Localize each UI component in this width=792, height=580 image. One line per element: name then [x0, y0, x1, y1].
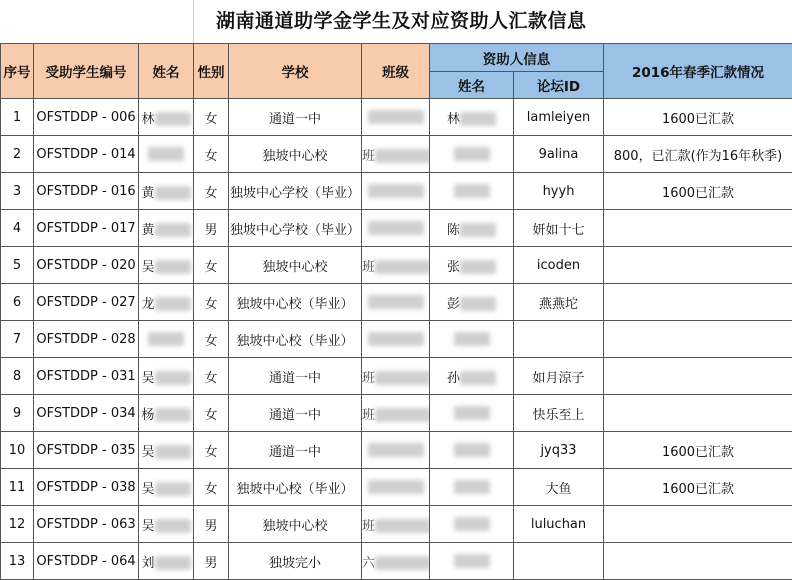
cell-forum-id[interactable]: [514, 506, 604, 543]
redacted-block: [375, 371, 429, 385]
cell-sponsor-name-text: 陈: [446, 222, 460, 238]
cell-seq[interactable]: [1, 543, 34, 580]
cell-student-id[interactable]: [34, 321, 139, 358]
cell-gender-text: 女: [204, 111, 218, 127]
cell-remit[interactable]: [604, 469, 792, 506]
table-row: [1, 469, 792, 506]
cell-student-id[interactable]: [34, 358, 139, 395]
cell-school[interactable]: [229, 210, 362, 247]
cell-class-text: 班: [362, 518, 376, 534]
cell-forum-id[interactable]: [514, 395, 604, 432]
table-row: [1, 543, 792, 580]
cell-forum-id[interactable]: [514, 99, 604, 136]
cell-gender-text: 女: [204, 481, 218, 497]
cell-seq-text: 6: [12, 294, 22, 310]
cell-name[interactable]: [139, 247, 194, 284]
cell-gender-text: 男: [204, 222, 218, 238]
cell-student-id[interactable]: [34, 173, 139, 210]
cell-seq-text: 11: [8, 479, 26, 495]
header-seq[interactable]: 序号: [1, 44, 34, 99]
cell-name-text: 林: [141, 111, 155, 127]
table-row: [1, 99, 792, 136]
cell-class-text: 班: [362, 407, 376, 423]
cell-seq-text: 9: [12, 405, 22, 421]
cell-student-id-text: OFSTDDP - 034: [36, 405, 136, 421]
cell-seq[interactable]: [1, 210, 34, 247]
cell-name-text: 龙: [141, 296, 155, 312]
cell-forum-id[interactable]: [514, 358, 604, 395]
cell-name-text: 刘: [141, 555, 155, 571]
cell-class[interactable]: [362, 358, 430, 395]
remittance-table: [0, 43, 792, 580]
cell-gender-text: 女: [204, 407, 218, 423]
cell-name[interactable]: [139, 543, 194, 580]
cell-school[interactable]: [229, 173, 362, 210]
cell-school-text: 通道一中: [268, 407, 321, 423]
cell-forum-id[interactable]: [514, 432, 604, 469]
cell-sponsor-name[interactable]: [430, 284, 514, 321]
redacted-block: [375, 408, 429, 422]
cell-class[interactable]: [362, 506, 430, 543]
cell-name[interactable]: [139, 284, 194, 321]
cell-student-id-text: OFSTDDP - 014: [36, 146, 136, 162]
cell-remit[interactable]: [604, 284, 792, 321]
cell-remit[interactable]: [604, 210, 792, 247]
cell-forum-id-text: jyq33: [540, 442, 577, 458]
header-gender[interactable]: 性别: [194, 44, 229, 99]
cell-school-text: 独坡中心学校（毕业）: [229, 185, 360, 201]
cell-gender-text: 女: [204, 444, 218, 460]
cell-sponsor-name[interactable]: [430, 432, 514, 469]
cell-student-id[interactable]: [34, 210, 139, 247]
cell-student-id-text: OFSTDDP - 035: [36, 442, 136, 458]
redacted-block: [148, 147, 184, 161]
cell-seq-text: 5: [12, 257, 22, 273]
cell-seq-text: 2: [12, 146, 22, 162]
cell-seq[interactable]: [1, 321, 34, 358]
cell-sponsor-name[interactable]: [430, 395, 514, 432]
table-row: [1, 432, 792, 469]
cell-gender[interactable]: [194, 395, 229, 432]
redacted-block: [460, 371, 496, 385]
redacted-block: [368, 295, 424, 309]
cell-seq[interactable]: [1, 173, 34, 210]
cell-school[interactable]: [229, 506, 362, 543]
redacted-block: [155, 519, 191, 533]
cell-student-id-text: OFSTDDP - 017: [36, 220, 136, 236]
table-row: [1, 358, 792, 395]
table-row: [1, 321, 792, 358]
cell-remit[interactable]: [604, 395, 792, 432]
cell-seq[interactable]: [1, 247, 34, 284]
cell-school-text: 独坡中心校（毕业）: [236, 481, 354, 497]
redacted-block: [454, 332, 490, 346]
cell-class[interactable]: [362, 432, 430, 469]
cell-remit[interactable]: [604, 543, 792, 580]
cell-student-id[interactable]: [34, 432, 139, 469]
cell-student-id[interactable]: [34, 395, 139, 432]
cell-remit[interactable]: [604, 321, 792, 358]
redacted-block: [155, 445, 191, 459]
redacted-block: [454, 184, 490, 198]
redacted-block: [454, 480, 490, 494]
cell-class-text: 班: [362, 370, 376, 386]
cell-school-text: 独坡中心校: [262, 259, 328, 275]
cell-name-text: 黄: [141, 185, 155, 201]
cell-class[interactable]: [362, 395, 430, 432]
redacted-block: [155, 112, 191, 126]
cell-gender-text: 女: [204, 370, 218, 386]
redacted-block: [460, 112, 496, 126]
cell-seq[interactable]: [1, 506, 34, 543]
cell-remit[interactable]: [604, 99, 792, 136]
cell-name[interactable]: [139, 395, 194, 432]
cell-class[interactable]: [362, 99, 430, 136]
cell-school[interactable]: [229, 99, 362, 136]
cell-forum-id[interactable]: [514, 284, 604, 321]
cell-name[interactable]: [139, 99, 194, 136]
header-remit[interactable]: 2016年春季汇款情况: [604, 44, 792, 99]
cell-class[interactable]: [362, 321, 430, 358]
cell-remit[interactable]: [604, 247, 792, 284]
cell-sponsor-name[interactable]: [430, 247, 514, 284]
cell-remit[interactable]: [604, 173, 792, 210]
cell-remit-text: 1600已汇款: [661, 111, 735, 127]
table-row: [1, 136, 792, 173]
redacted-block: [454, 147, 490, 161]
redacted-block: [155, 482, 191, 496]
cell-forum-id[interactable]: [514, 210, 604, 247]
cell-forum-id-text: lamleiyen: [526, 109, 591, 125]
cell-school-text: 独坡中心校: [262, 148, 328, 164]
cell-gender-text: 女: [204, 185, 218, 201]
cell-school-text: 通道一中: [268, 370, 321, 386]
cell-name-text: 吴: [141, 259, 155, 275]
redacted-block: [460, 297, 496, 311]
cell-sponsor-name-text: 孙: [446, 370, 460, 386]
cell-name-text: 吴: [141, 370, 155, 386]
cell-student-id[interactable]: [34, 284, 139, 321]
cell-name-text: 吴: [141, 481, 155, 497]
redacted-block: [454, 517, 490, 531]
cell-seq[interactable]: [1, 432, 34, 469]
redacted-block: [155, 297, 191, 311]
cell-forum-id-text: 大鱼: [545, 481, 572, 497]
cell-sponsor-name-text: 林: [446, 111, 460, 127]
cell-seq-text: 7: [12, 331, 22, 347]
cell-gender[interactable]: [194, 432, 229, 469]
cell-sponsor-name[interactable]: [430, 210, 514, 247]
table-row: [1, 284, 792, 321]
cell-student-id-text: OFSTDDP - 038: [36, 479, 136, 495]
cell-remit[interactable]: [604, 136, 792, 173]
cell-sponsor-name[interactable]: [430, 469, 514, 506]
cell-sponsor-name[interactable]: [430, 99, 514, 136]
cell-school[interactable]: [229, 432, 362, 469]
cell-sponsor-name[interactable]: [430, 173, 514, 210]
redacted-block: [155, 556, 191, 570]
cell-remit-text: 1600已汇款: [661, 185, 735, 201]
redacted-block: [368, 443, 424, 457]
table-row: [1, 506, 792, 543]
cell-class-text: 班: [362, 259, 376, 275]
cell-gender-text: 男: [204, 518, 218, 534]
cell-forum-id-text: 燕燕坨: [538, 296, 578, 312]
cell-remit[interactable]: [604, 432, 792, 469]
cell-class[interactable]: [362, 469, 430, 506]
cell-gender[interactable]: [194, 469, 229, 506]
cell-school-text: 通道一中: [268, 111, 321, 127]
table-row: [1, 210, 792, 247]
cell-student-id-text: OFSTDDP - 028: [36, 331, 136, 347]
cell-gender[interactable]: [194, 358, 229, 395]
cell-sponsor-name[interactable]: [430, 321, 514, 358]
redacted-block: [368, 480, 424, 494]
table-row: [1, 173, 792, 210]
cell-forum-id-text: hyyh: [542, 183, 575, 199]
cell-school[interactable]: [229, 543, 362, 580]
cell-school[interactable]: [229, 321, 362, 358]
cell-forum-id[interactable]: [514, 247, 604, 284]
header-sponsor-info[interactable]: 资助人信息: [430, 44, 604, 72]
cell-name[interactable]: [139, 136, 194, 173]
cell-gender[interactable]: [194, 99, 229, 136]
cell-gender[interactable]: [194, 173, 229, 210]
cell-forum-id[interactable]: [514, 469, 604, 506]
cell-remit-text: 1600已汇款: [661, 444, 735, 460]
cell-remit[interactable]: [604, 506, 792, 543]
header-class[interactable]: 班级: [362, 44, 430, 99]
cell-gender-text: 女: [204, 148, 218, 164]
header-student-id[interactable]: 受助学生编号: [34, 44, 139, 99]
cell-student-id[interactable]: [34, 543, 139, 580]
cell-class[interactable]: [362, 284, 430, 321]
redacted-block: [375, 519, 429, 533]
cell-gender[interactable]: [194, 136, 229, 173]
cell-school[interactable]: [229, 395, 362, 432]
cell-seq[interactable]: [1, 469, 34, 506]
cell-student-id[interactable]: [34, 247, 139, 284]
cell-name-text: 吴: [141, 518, 155, 534]
cell-name[interactable]: [139, 321, 194, 358]
cell-school-text: 独坡中心校（毕业）: [236, 296, 354, 312]
redacted-block: [155, 371, 191, 385]
cell-class[interactable]: [362, 136, 430, 173]
redacted-block: [155, 408, 191, 422]
cell-student-id[interactable]: [34, 136, 139, 173]
redacted-block: [454, 554, 490, 568]
cell-class[interactable]: [362, 247, 430, 284]
cell-forum-id[interactable]: [514, 136, 604, 173]
cell-forum-id[interactable]: [514, 321, 604, 358]
cell-school-text: 独坡中心校: [262, 518, 328, 534]
header-forum-id[interactable]: 论坛ID: [514, 72, 604, 99]
cell-school-text: 独坡完小: [268, 555, 321, 571]
cell-gender[interactable]: [194, 543, 229, 580]
cell-class[interactable]: [362, 210, 430, 247]
redacted-block: [375, 556, 429, 570]
cell-forum-id[interactable]: [514, 173, 604, 210]
cell-school[interactable]: [229, 284, 362, 321]
redacted-block: [460, 260, 496, 274]
cell-gender[interactable]: [194, 321, 229, 358]
cell-seq-text: 12: [8, 516, 26, 532]
cell-student-id-text: OFSTDDP - 006: [36, 109, 136, 125]
cell-class-text: 班: [362, 148, 376, 164]
cell-gender-text: 女: [204, 333, 218, 349]
cell-school[interactable]: [229, 136, 362, 173]
cell-school[interactable]: [229, 358, 362, 395]
cell-gender-text: 女: [204, 259, 218, 275]
cell-seq-text: 10: [8, 442, 26, 458]
cell-name[interactable]: [139, 506, 194, 543]
cell-class[interactable]: [362, 543, 430, 580]
redacted-block: [368, 184, 424, 198]
cell-seq-text: 8: [12, 368, 22, 384]
cell-sponsor-name[interactable]: [430, 506, 514, 543]
cell-gender[interactable]: [194, 506, 229, 543]
cell-remit[interactable]: [604, 358, 792, 395]
cell-student-id-text: OFSTDDP - 027: [36, 294, 136, 310]
cell-forum-id-text: 快乐至上: [532, 407, 585, 423]
cell-name-text: 吴: [141, 444, 155, 460]
cell-sponsor-name[interactable]: [430, 358, 514, 395]
title-row: [0, 0, 792, 44]
cell-seq-text: 3: [12, 183, 22, 199]
cell-remit-text: 1600已汇款: [661, 481, 735, 497]
table-row: [1, 395, 792, 432]
cell-forum-id-text: luluchan: [530, 516, 587, 532]
cell-student-id[interactable]: [34, 99, 139, 136]
cell-sponsor-name-text: 张: [446, 259, 460, 275]
cell-name-text: 杨: [141, 407, 155, 423]
cell-seq[interactable]: [1, 284, 34, 321]
cell-gender[interactable]: [194, 247, 229, 284]
redacted-block: [454, 406, 490, 420]
cell-gender-text: 女: [204, 296, 218, 312]
redacted-block: [155, 260, 191, 274]
redacted-block: [148, 332, 184, 346]
redacted-block: [460, 223, 496, 237]
cell-sponsor-name-text: 彭: [446, 296, 460, 312]
redacted-block: [368, 221, 424, 235]
cell-name[interactable]: [139, 432, 194, 469]
cell-class-text: 六: [362, 555, 376, 571]
cell-forum-id-text: 妍如十七: [532, 222, 585, 238]
cell-school-text: 独坡中心校（毕业）: [236, 333, 354, 349]
redacted-block: [375, 149, 429, 163]
redacted-block: [368, 332, 424, 346]
cell-school-text: 独坡中心学校（毕业）: [229, 222, 360, 238]
cell-name[interactable]: [139, 358, 194, 395]
cell-seq-text: 4: [12, 220, 22, 236]
cell-seq[interactable]: [1, 99, 34, 136]
cell-student-id[interactable]: [34, 469, 139, 506]
cell-school[interactable]: [229, 247, 362, 284]
cell-student-id-text: OFSTDDP - 064: [36, 553, 136, 569]
cell-sponsor-name[interactable]: [430, 543, 514, 580]
cell-gender-text: 男: [204, 555, 218, 571]
cell-seq[interactable]: [1, 395, 34, 432]
cell-student-id-text: OFSTDDP - 020: [36, 257, 136, 273]
cell-name-text: 黄: [141, 222, 155, 238]
redacted-block: [368, 110, 424, 124]
cell-sponsor-name[interactable]: [430, 136, 514, 173]
cell-seq[interactable]: [1, 358, 34, 395]
cell-student-id-text: OFSTDDP - 016: [36, 183, 136, 199]
cell-remit-text: 800，已汇款(作为16年秋季): [613, 148, 783, 164]
redacted-block: [155, 223, 191, 237]
cell-name[interactable]: [139, 469, 194, 506]
cell-student-id-text: OFSTDDP - 063: [36, 516, 136, 532]
cell-forum-id[interactable]: [514, 543, 604, 580]
cell-name[interactable]: [139, 173, 194, 210]
cell-seq-text: 13: [8, 553, 26, 569]
cell-seq-text: 1: [12, 109, 22, 125]
header-school[interactable]: 学校: [229, 44, 362, 99]
redacted-block: [454, 443, 490, 457]
cell-school[interactable]: [229, 469, 362, 506]
cell-forum-id-text: icoden: [536, 257, 581, 273]
cell-student-id-text: OFSTDDP - 031: [36, 368, 136, 384]
cell-forum-id-text: 9alina: [538, 146, 579, 162]
cell-forum-id-text: 如月涼子: [532, 370, 585, 386]
cell-gender[interactable]: [194, 210, 229, 247]
table-body: [1, 99, 792, 580]
cell-class[interactable]: [362, 173, 430, 210]
redacted-block: [375, 260, 429, 274]
header-name[interactable]: 姓名: [139, 44, 194, 99]
cell-school-text: 通道一中: [268, 444, 321, 460]
cell-name[interactable]: [139, 210, 194, 247]
cell-seq[interactable]: [1, 136, 34, 173]
header-sponsor-name[interactable]: 姓名: [430, 72, 514, 99]
redacted-block: [155, 186, 191, 200]
sheet-title[interactable]: 湖南通道助学金学生及对应资助人汇款信息: [216, 10, 587, 32]
table-row: [1, 247, 792, 284]
cell-gender[interactable]: [194, 284, 229, 321]
cell-student-id[interactable]: [34, 506, 139, 543]
